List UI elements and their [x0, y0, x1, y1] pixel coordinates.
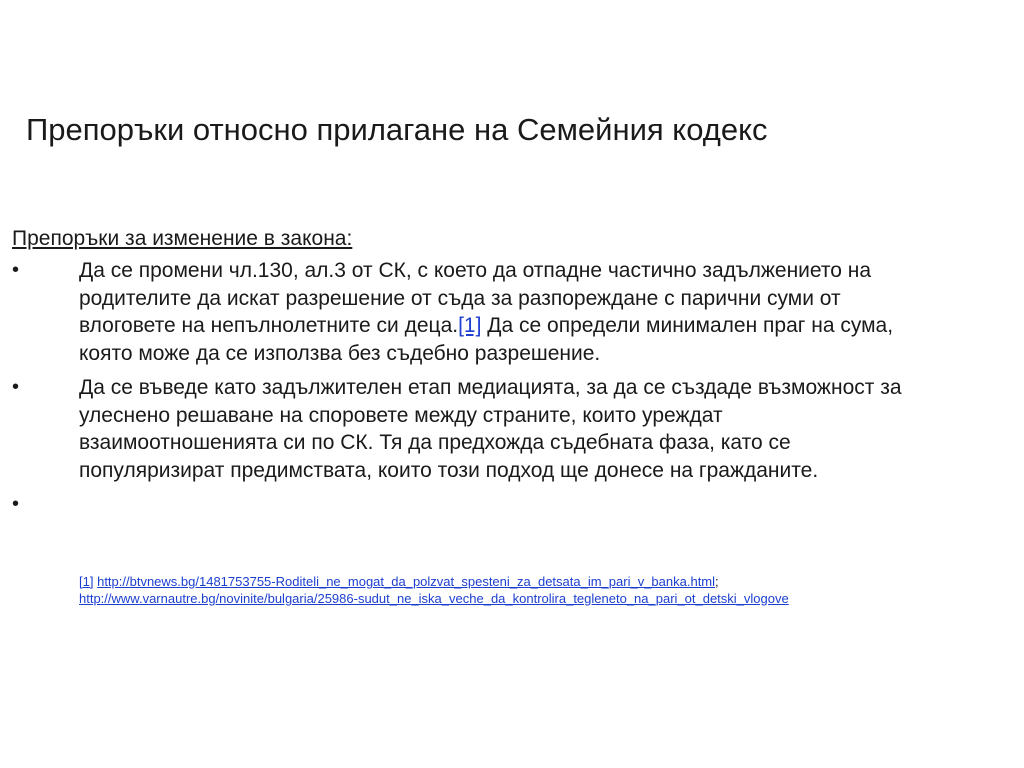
- footnotes: [79, 573, 979, 607]
- bullet-text: Да се въведе като задължителен етап медиацията, за да се създаде възможност за улеснено решаване на споровете между страните, които уреждат взаимоотношенията си по СК. Тя да предхожда съдебната фаза, като се популяризират предимствата, които този подход ще донесе на гражданите.: [79, 376, 902, 482]
- list-item-empty: [12, 491, 912, 518]
- slide-content: [12, 225, 912, 518]
- source-link-btvnews[interactable]: http://btvnews.bg/1481753755-Roditeli_ne_mogat_da_polzvat_spesteni_za_detsata_im_pari_v_banka.html: [97, 574, 716, 589]
- bullet-icon: •: [12, 259, 20, 281]
- list-item: [12, 257, 912, 367]
- bullet-icon: •: [12, 493, 20, 515]
- list-item: [12, 374, 912, 484]
- slide-title: Препоръки относно прилагане на Семейния кодекс: [26, 112, 768, 147]
- bullet-icon: •: [12, 376, 20, 398]
- bullet-text-continued: Да се определи минимален праг на сума, която може да се използва без съдебно разрешение.: [79, 314, 894, 365]
- source-link-varnautre[interactable]: http://www.varnautre.bg/novinite/bulgaria/25986-sudut_ne_iska_veche_da_kontrolira_tegleneto_na_pari_ot_detski_vlogove: [79, 591, 789, 606]
- bullet-list: [12, 257, 912, 518]
- footnote-ref-link[interactable]: [1]: [79, 574, 94, 589]
- footnote-ref-link[interactable]: [1]: [458, 314, 482, 337]
- bullet-text: Да се промени чл.130, ал.3 от СК, с което да отпадне частично задължението на родителите да искат разрешение от съда за разпореждане с парични суми от влоговете на непълнолетните си деца.: [79, 259, 872, 337]
- footnote-separator: ;: [715, 574, 719, 589]
- section-heading: Препоръки за изменение в закона:: [12, 227, 353, 250]
